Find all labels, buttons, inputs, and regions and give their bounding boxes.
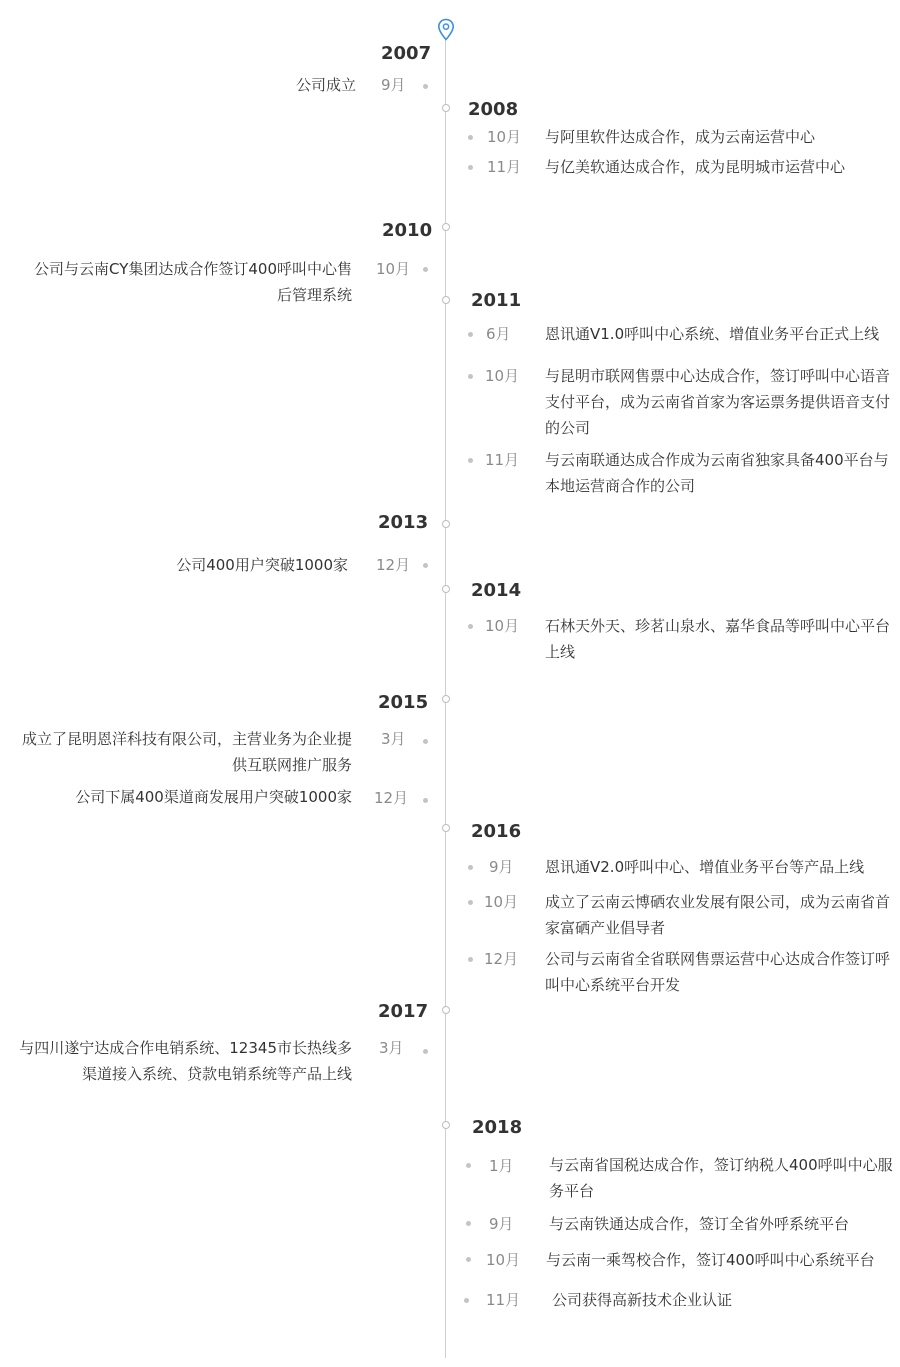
event-dot (468, 374, 473, 379)
event-month: 10月 (487, 128, 522, 146)
event-dot (423, 1049, 428, 1054)
year-label: 2017 (378, 1001, 429, 1022)
event-text: 与云南铁通达成合作，签订全省外呼系统平台 (549, 1215, 850, 1233)
event-text: 恩讯通V2.0呼叫中心、增值业务平台等产品上线 (545, 858, 865, 876)
event-dot (466, 1163, 471, 1168)
event-month: 12月 (374, 789, 409, 807)
timeline-node (442, 1006, 450, 1014)
event-dot (423, 798, 428, 803)
event-text: 与昆明市联网售票中心达成合作，签订呼叫中心语音支付平台，成为云南省首家为客运票务提供语音支付的公司 (545, 367, 891, 437)
event-text: 恩讯通V1.0呼叫中心系统、增值业务平台正式上线 (545, 325, 880, 343)
event-text: 公司与云南CY集团达成合作签订400呼叫中心售后管理系统 (33, 260, 352, 304)
event-dot (468, 624, 473, 629)
event-text: 公司400用户突破1000家 (176, 556, 348, 574)
event-dot (423, 84, 428, 89)
year-label: 2013 (378, 512, 429, 533)
event-dot (466, 1257, 471, 1262)
timeline-node (442, 695, 450, 703)
event-text: 公司与云南省全省联网售票运营中心达成合作签订呼叫中心系统平台开发 (545, 950, 891, 994)
event-month: 10月 (486, 1251, 521, 1269)
event-text: 与四川遂宁达成合作电销系统、12345市长热线多渠道接入系统、贷款电销系统等产品上线 (19, 1039, 352, 1083)
year-label: 2008 (468, 99, 519, 120)
event-month: 12月 (484, 950, 519, 968)
event-month: 12月 (376, 556, 411, 574)
year-label: 2011 (471, 290, 522, 311)
timeline-node (442, 824, 450, 832)
event-dot (468, 458, 473, 463)
event-month: 9月 (489, 1215, 514, 1233)
timeline-node (442, 296, 450, 304)
timeline-node (442, 1121, 450, 1129)
event-dot (423, 563, 428, 568)
event-month: 11月 (487, 158, 522, 176)
event-text: 石林天外天、珍茗山泉水、嘉华食品等呼叫中心平台上线 (545, 617, 891, 661)
year-label: 2018 (472, 1117, 523, 1138)
event-dot (466, 1221, 471, 1226)
event-dot (464, 1298, 469, 1303)
event-dot (468, 900, 473, 905)
event-text: 公司成立 (295, 76, 356, 94)
event-dot (423, 739, 428, 744)
event-month: 9月 (489, 858, 514, 876)
event-dot (468, 865, 473, 870)
year-label: 2010 (382, 220, 433, 241)
event-month: 10月 (376, 260, 411, 278)
event-month: 9月 (381, 76, 406, 94)
year-label: 2014 (471, 580, 522, 601)
event-dot (468, 165, 473, 170)
event-month: 3月 (379, 1039, 404, 1057)
location-pin-icon (437, 18, 455, 42)
event-text: 公司下属400渠道商发展用户突破1000家 (75, 788, 352, 806)
event-month: 11月 (485, 451, 520, 469)
event-text: 公司获得高新技术企业认证 (552, 1291, 733, 1309)
event-text: 与云南联通达成合作成为云南省独家具备400平台与本地运营商合作的公司 (545, 451, 889, 495)
event-dot (468, 135, 473, 140)
event-text: 与云南一乘驾校合作，签订400呼叫中心系统平台 (546, 1251, 875, 1269)
event-text: 与云南省国税达成合作，签订纳税人400呼叫中心服务平台 (549, 1156, 893, 1200)
timeline-node (442, 104, 450, 112)
timeline-node (442, 585, 450, 593)
event-month: 1月 (489, 1157, 514, 1175)
event-dot (468, 957, 473, 962)
year-label: 2015 (378, 692, 429, 713)
year-label: 2007 (381, 43, 432, 64)
event-month: 6月 (486, 325, 511, 343)
year-label: 2016 (471, 821, 522, 842)
event-month: 10月 (485, 367, 520, 385)
event-text: 与阿里软件达成合作，成为云南运营中心 (545, 128, 816, 146)
event-month: 10月 (484, 893, 519, 911)
event-text: 成立了昆明恩洋科技有限公司，主营业务为企业提供互联网推广服务 (21, 730, 352, 774)
timeline-node (442, 223, 450, 231)
event-month: 3月 (381, 730, 406, 748)
event-text: 与亿美软通达成合作，成为昆明城市运营中心 (545, 158, 846, 176)
event-dot (423, 267, 428, 272)
timeline-node (442, 520, 450, 528)
event-month: 11月 (486, 1291, 521, 1309)
event-month: 10月 (485, 617, 520, 635)
event-dot (468, 332, 473, 337)
event-text: 成立了云南云博硒农业发展有限公司，成为云南省首家富硒产业倡导者 (545, 893, 891, 937)
